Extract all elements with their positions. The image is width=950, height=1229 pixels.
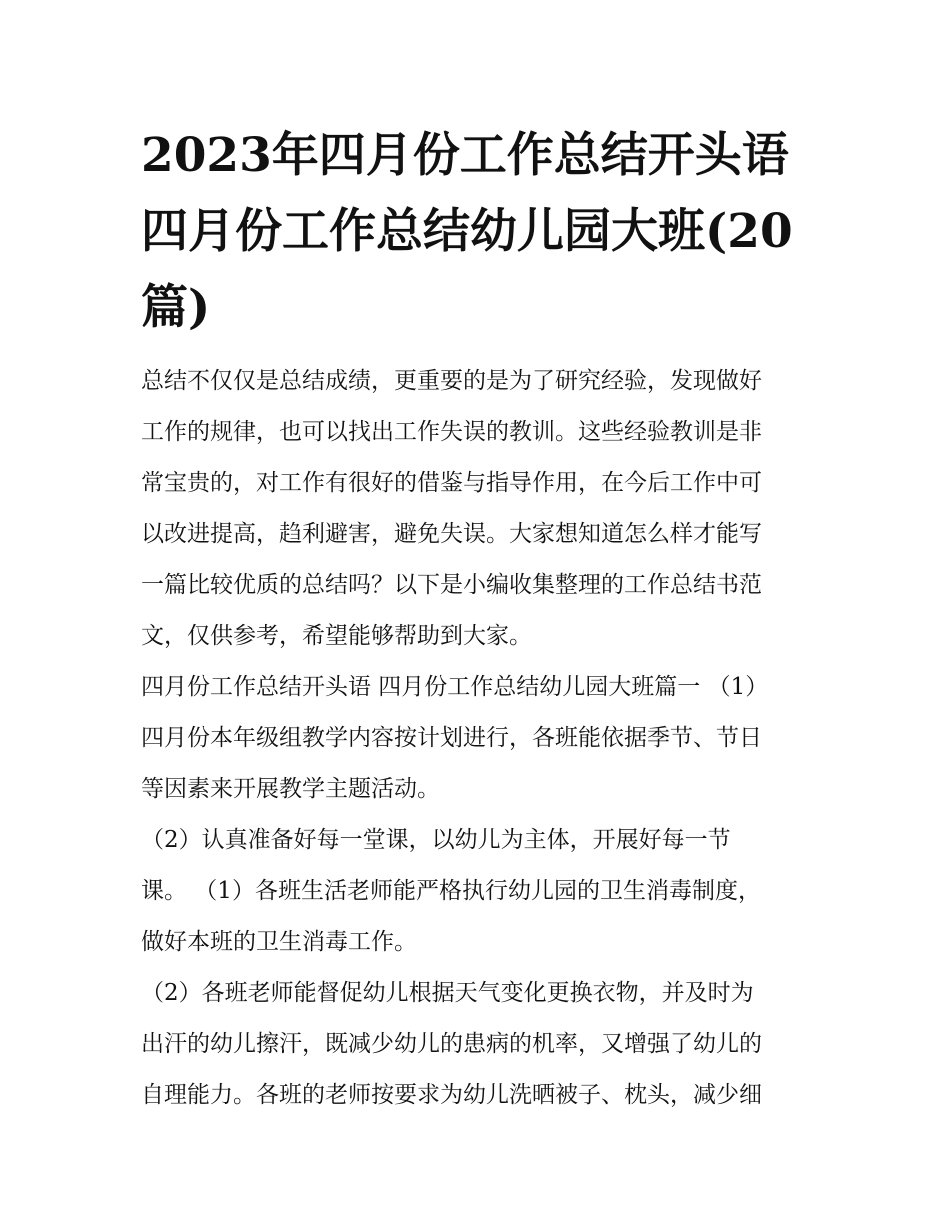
body-line: 出汗的幼儿擦汗，既减少幼儿的患病的机率，又增强了幼儿的 (141, 1031, 762, 1057)
body-line: 以改进提高，趋利避害，避免失误。大家想知道怎么样才能写 (141, 521, 762, 547)
document-title (141, 118, 821, 346)
body-line: 四月份本年级组教学内容按计划进行，各班能依据季节、节日 (141, 725, 762, 751)
body-line: 一篇比较优质的总结吗？以下是小编收集整理的工作总结书范 (141, 572, 762, 598)
title-line: 篇) (141, 280, 211, 335)
body-line: 做好本班的卫生消毒工作。 (141, 929, 417, 955)
body-line: 工作的规律，也可以找出工作失误的教训。这些经验教训是非 (141, 419, 762, 445)
body-line: 课。 （1）各班生活老师能严格执行幼儿园的卫生消毒制度， (141, 878, 761, 904)
body-line: 文，仅供参考，希望能够帮助到大家。 (141, 623, 532, 649)
body-line: 等因素来开展教学主题活动。 (141, 776, 440, 802)
body-line: 常宝贵的，对工作有很好的借鉴与指导作用，在今后工作中可 (141, 470, 762, 496)
body-line: 四月份工作总结开头语 四月份工作总结幼儿园大班篇一 （1） (141, 674, 769, 700)
body-line: 总结不仅仅是总结成绩，更重要的是为了研究经验，发现做好 (141, 368, 762, 394)
title-line: 2023年四月份工作总结开头语 (141, 128, 789, 183)
document-body (141, 356, 821, 1121)
body-line: 自理能力。各班的老师按要求为幼儿洗晒被子、枕头，减少细 (141, 1082, 762, 1108)
title-line: 四月份工作总结幼儿园大班(20 (141, 204, 793, 259)
body-line: （2）认真准备好每一堂课，以幼儿为主体，开展好每一节 (141, 827, 731, 853)
body-line: （2）各班老师能督促幼儿根据天气变化更换衣物，并及时为 (141, 980, 754, 1006)
